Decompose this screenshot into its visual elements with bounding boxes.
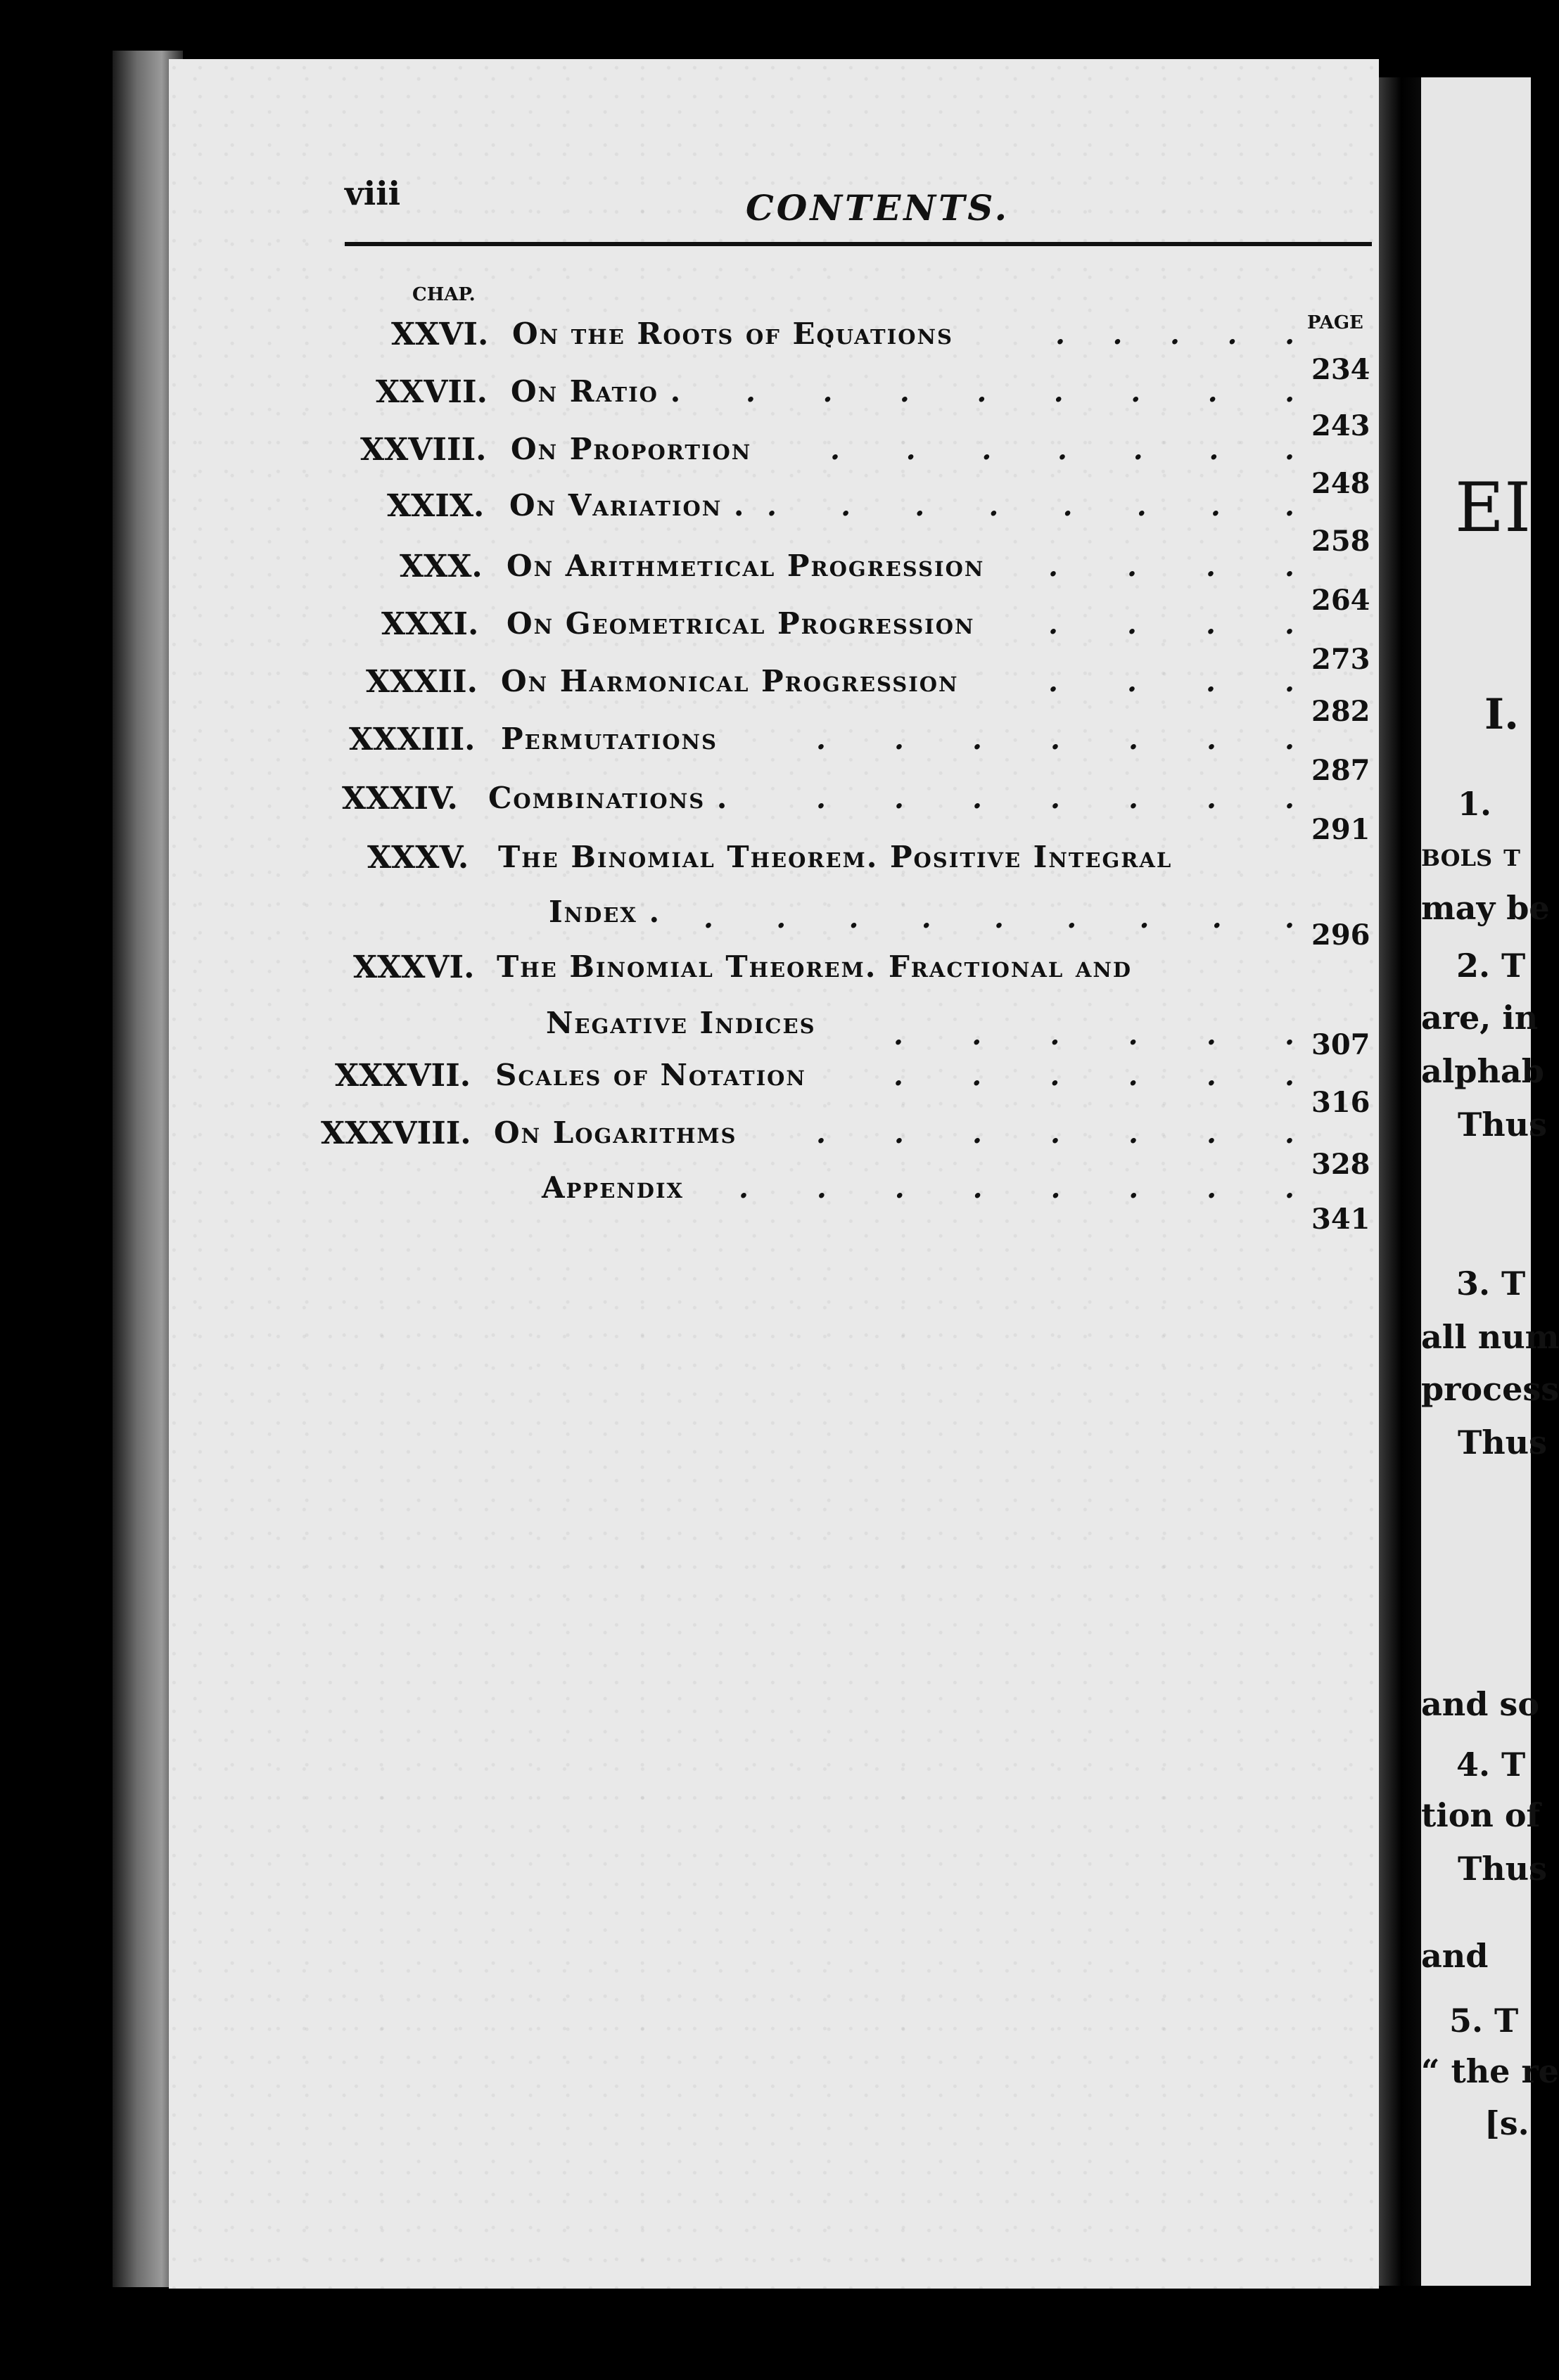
facing-fragment: all num [1421, 1318, 1559, 1356]
leader-dots: . . . . . . [893, 1058, 1294, 1092]
chapter-number: XXXV. [367, 840, 469, 876]
chapter-title: Permutations [501, 722, 718, 756]
chapter-number: XXXVIII. [321, 1115, 471, 1151]
facing-fragment: Thus [1458, 1850, 1548, 1888]
chapter-number: XXXVII. [335, 1058, 471, 1094]
page-ref: 291 [1311, 813, 1370, 846]
page-ref: 248 [1311, 467, 1370, 500]
facing-fragment: 2. T [1456, 947, 1526, 985]
leader-dots: . . . . . . . . [767, 489, 1294, 523]
facing-fragment: I. [1484, 690, 1519, 739]
leader-dots: . . . . [1048, 665, 1294, 698]
toc-entry [0, 840, 1379, 952]
chapter-title: On Variation . [509, 488, 746, 523]
facing-fragment: 4. T [1456, 1746, 1526, 1784]
page-ref: 258 [1311, 525, 1370, 558]
chapter-number: XXXIV. [342, 781, 458, 817]
chapter-title: The Binomial Theorem. Fractional and [497, 949, 1133, 984]
toc-entry [0, 606, 1379, 676]
chapter-title: On Proportion [511, 432, 752, 466]
chapter-title: On Logarithms [494, 1115, 737, 1150]
leader-dots: . . . . [1048, 549, 1294, 583]
facing-fragment: alphab [1421, 1052, 1544, 1090]
toc-entry [0, 316, 1379, 386]
toc-entry [0, 374, 1379, 442]
page-column-label: PAGE [1307, 312, 1363, 333]
chapter-number: XXXIII. [349, 722, 476, 757]
chapter-title: On Arithmetical Progression [507, 549, 985, 583]
facing-fragment: [s. [1484, 2104, 1529, 2142]
facing-fragment: 5. T [1449, 2002, 1519, 2040]
facing-fragment: may be [1421, 889, 1550, 927]
page-ref: 282 [1311, 695, 1370, 728]
page-ref: 287 [1311, 754, 1370, 787]
leader-dots: . . . . . [1055, 317, 1294, 351]
facing-fragment: EI [1455, 468, 1531, 547]
chapter-title: On Harmonical Progression [501, 664, 959, 698]
facing-fragment: process [1421, 1370, 1559, 1408]
toc-entry [0, 1170, 1379, 1236]
facing-fragment: Thus [1458, 1106, 1548, 1144]
page-ref: 243 [1311, 409, 1370, 442]
facing-fragment: 3. T [1456, 1265, 1526, 1303]
chapter-title: On the Roots of Equations [512, 316, 953, 351]
facing-fragment: and [1421, 1937, 1489, 1975]
chapter-number: XXIX. [387, 488, 485, 524]
leader-dots: . . . . . . [893, 1018, 1294, 1051]
page-ref: 307 [1311, 1028, 1370, 1061]
toc-entry [0, 781, 1379, 846]
page-ref: 328 [1311, 1148, 1370, 1181]
chapter-number: XXVII. [376, 374, 488, 410]
appendix-title: Appendix [542, 1170, 685, 1205]
leader-dots: . . . . . . . . [746, 375, 1294, 409]
facing-fragment: and so [1421, 1685, 1540, 1723]
chapter-title-continued: Index . [549, 895, 661, 929]
facing-fragment: “ the re [1421, 2052, 1559, 2090]
toc-entry [0, 432, 1379, 500]
page-ref: 341 [1311, 1203, 1370, 1236]
page-ref: 273 [1311, 643, 1370, 676]
chapter-title: The Binomial Theorem. Positive Integral [498, 840, 1173, 874]
chapter-number: XXXII. [366, 664, 478, 700]
chapter-title-continued: Negative Indices [546, 1006, 816, 1040]
leader-dots: . . . . . . . [816, 781, 1294, 815]
page-number: viii [345, 174, 401, 212]
leader-dots: . . . . . . . [830, 433, 1294, 466]
chapter-title: On Geometrical Progression [507, 606, 975, 641]
facing-fragment: 1. [1458, 785, 1492, 823]
page-ref: 316 [1311, 1086, 1370, 1119]
facing-fragment: tion of [1421, 1796, 1541, 1834]
chapter-title: On Ratio . [511, 374, 682, 409]
facing-fragment: are, in [1421, 999, 1539, 1037]
chapter-number: XXVI. [391, 316, 489, 352]
chapter-number: XXXVI. [353, 949, 475, 985]
leader-dots: . . . . . . . [816, 1116, 1294, 1150]
toc-entry [0, 722, 1379, 787]
leader-dots: . . . . . . . [816, 722, 1294, 756]
toc-entry [0, 1058, 1379, 1119]
page-ref: 296 [1311, 919, 1370, 952]
page-ref: 264 [1311, 584, 1370, 617]
chapter-number: XXVIII. [360, 432, 487, 468]
facing-fragment: bols t [1421, 836, 1520, 874]
leader-dots: . . . . . . . . . [704, 901, 1294, 935]
toc-entry [0, 549, 1379, 617]
running-title: CONTENTS. [746, 187, 1010, 229]
toc-entry [0, 949, 1379, 1061]
chapter-title: Combinations . [488, 781, 729, 815]
facing-fragment: Thus [1458, 1423, 1548, 1461]
leader-dots: . . . . . . . . [739, 1171, 1294, 1205]
toc-entry [0, 1115, 1379, 1181]
leader-dots: . . . . [1048, 607, 1294, 641]
chapter-number: XXXI. [381, 606, 479, 642]
page-ref: 234 [1311, 353, 1370, 386]
toc-entry [0, 488, 1379, 558]
chap-column-label: CHAP. [412, 284, 476, 305]
toc-entry [0, 664, 1379, 728]
chapter-number: XXX. [400, 549, 483, 584]
chapter-title: Scales of Notation [495, 1058, 806, 1092]
